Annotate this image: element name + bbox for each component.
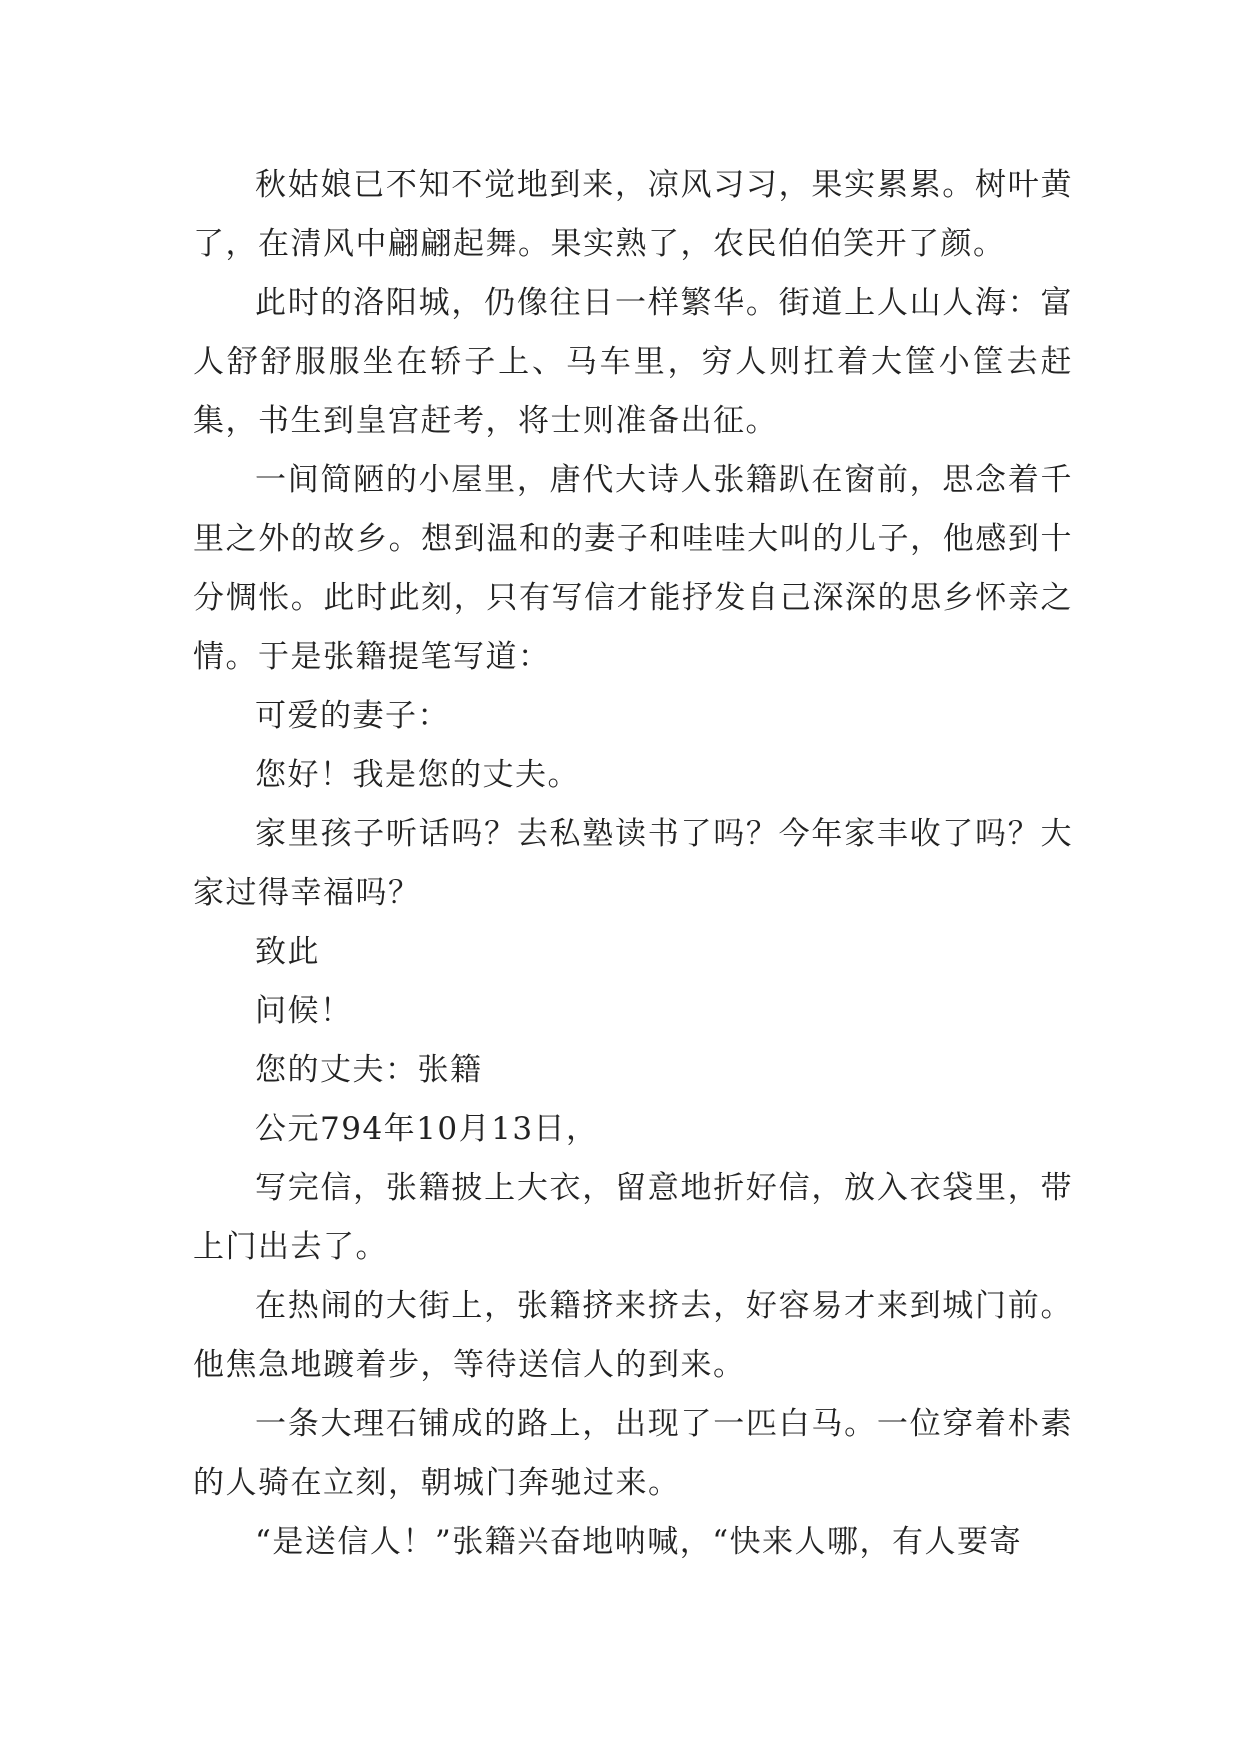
paragraph: 秋姑娘已不知不觉地到来，凉风习习，果实累累。树叶黄了，在清风中翩翩起舞。果实熟了，农民伯伯笑开了颜。 xyxy=(193,167,1073,262)
paragraph: 在热闹的大街上，张籍挤来挤去，好容易才来到城门前。他焦急地踱着步，等待送信人的到来。 xyxy=(193,1288,1073,1383)
paragraph: “是送信人！”张籍兴奋地呐喊，“快来人哪，有人要寄 xyxy=(255,1524,1023,1560)
paragraph: 一条大理石铺成的路上，出现了一匹白马。一位穿着朴素的人骑在立刻，朝城门奔驰过来。 xyxy=(193,1406,1073,1501)
letter-body: 家里孩子听话吗？去私塾读书了吗？今年家丰收了吗？大家过得幸福吗？ xyxy=(193,816,1073,911)
letter-regards: 问候！ xyxy=(255,993,353,1029)
paragraph: 一间简陋的小屋里，唐代大诗人张籍趴在窗前，思念着千里之外的故乡。想到温和的妻子和哇哇大叫的儿子，他感到十分惆怅。此时此刻，只有写信才能抒发自己深深的思乡怀亲之情。于是张籍提笔写道： xyxy=(193,462,1073,675)
letter-closing: 致此 xyxy=(255,934,320,970)
paragraph: 此时的洛阳城，仍像往日一样繁华。街道上人山人海：富人舒舒服服坐在轿子上、马车里，穷人则扛着大筐小筐去赶集，书生到皇宫赶考，将士则准备出征。 xyxy=(193,285,1073,439)
letter-greeting: 您好！我是您的丈夫。 xyxy=(255,757,580,793)
document-body xyxy=(193,156,1073,1572)
letter-date: 公元794年10月13日， xyxy=(255,1111,599,1147)
paragraph: 写完信，张籍披上大衣，留意地折好信，放入衣袋里，带上门出去了。 xyxy=(193,1170,1073,1265)
letter-salutation: 可爱的妻子： xyxy=(255,698,450,734)
letter-signature: 您的丈夫：张籍 xyxy=(255,1052,483,1088)
